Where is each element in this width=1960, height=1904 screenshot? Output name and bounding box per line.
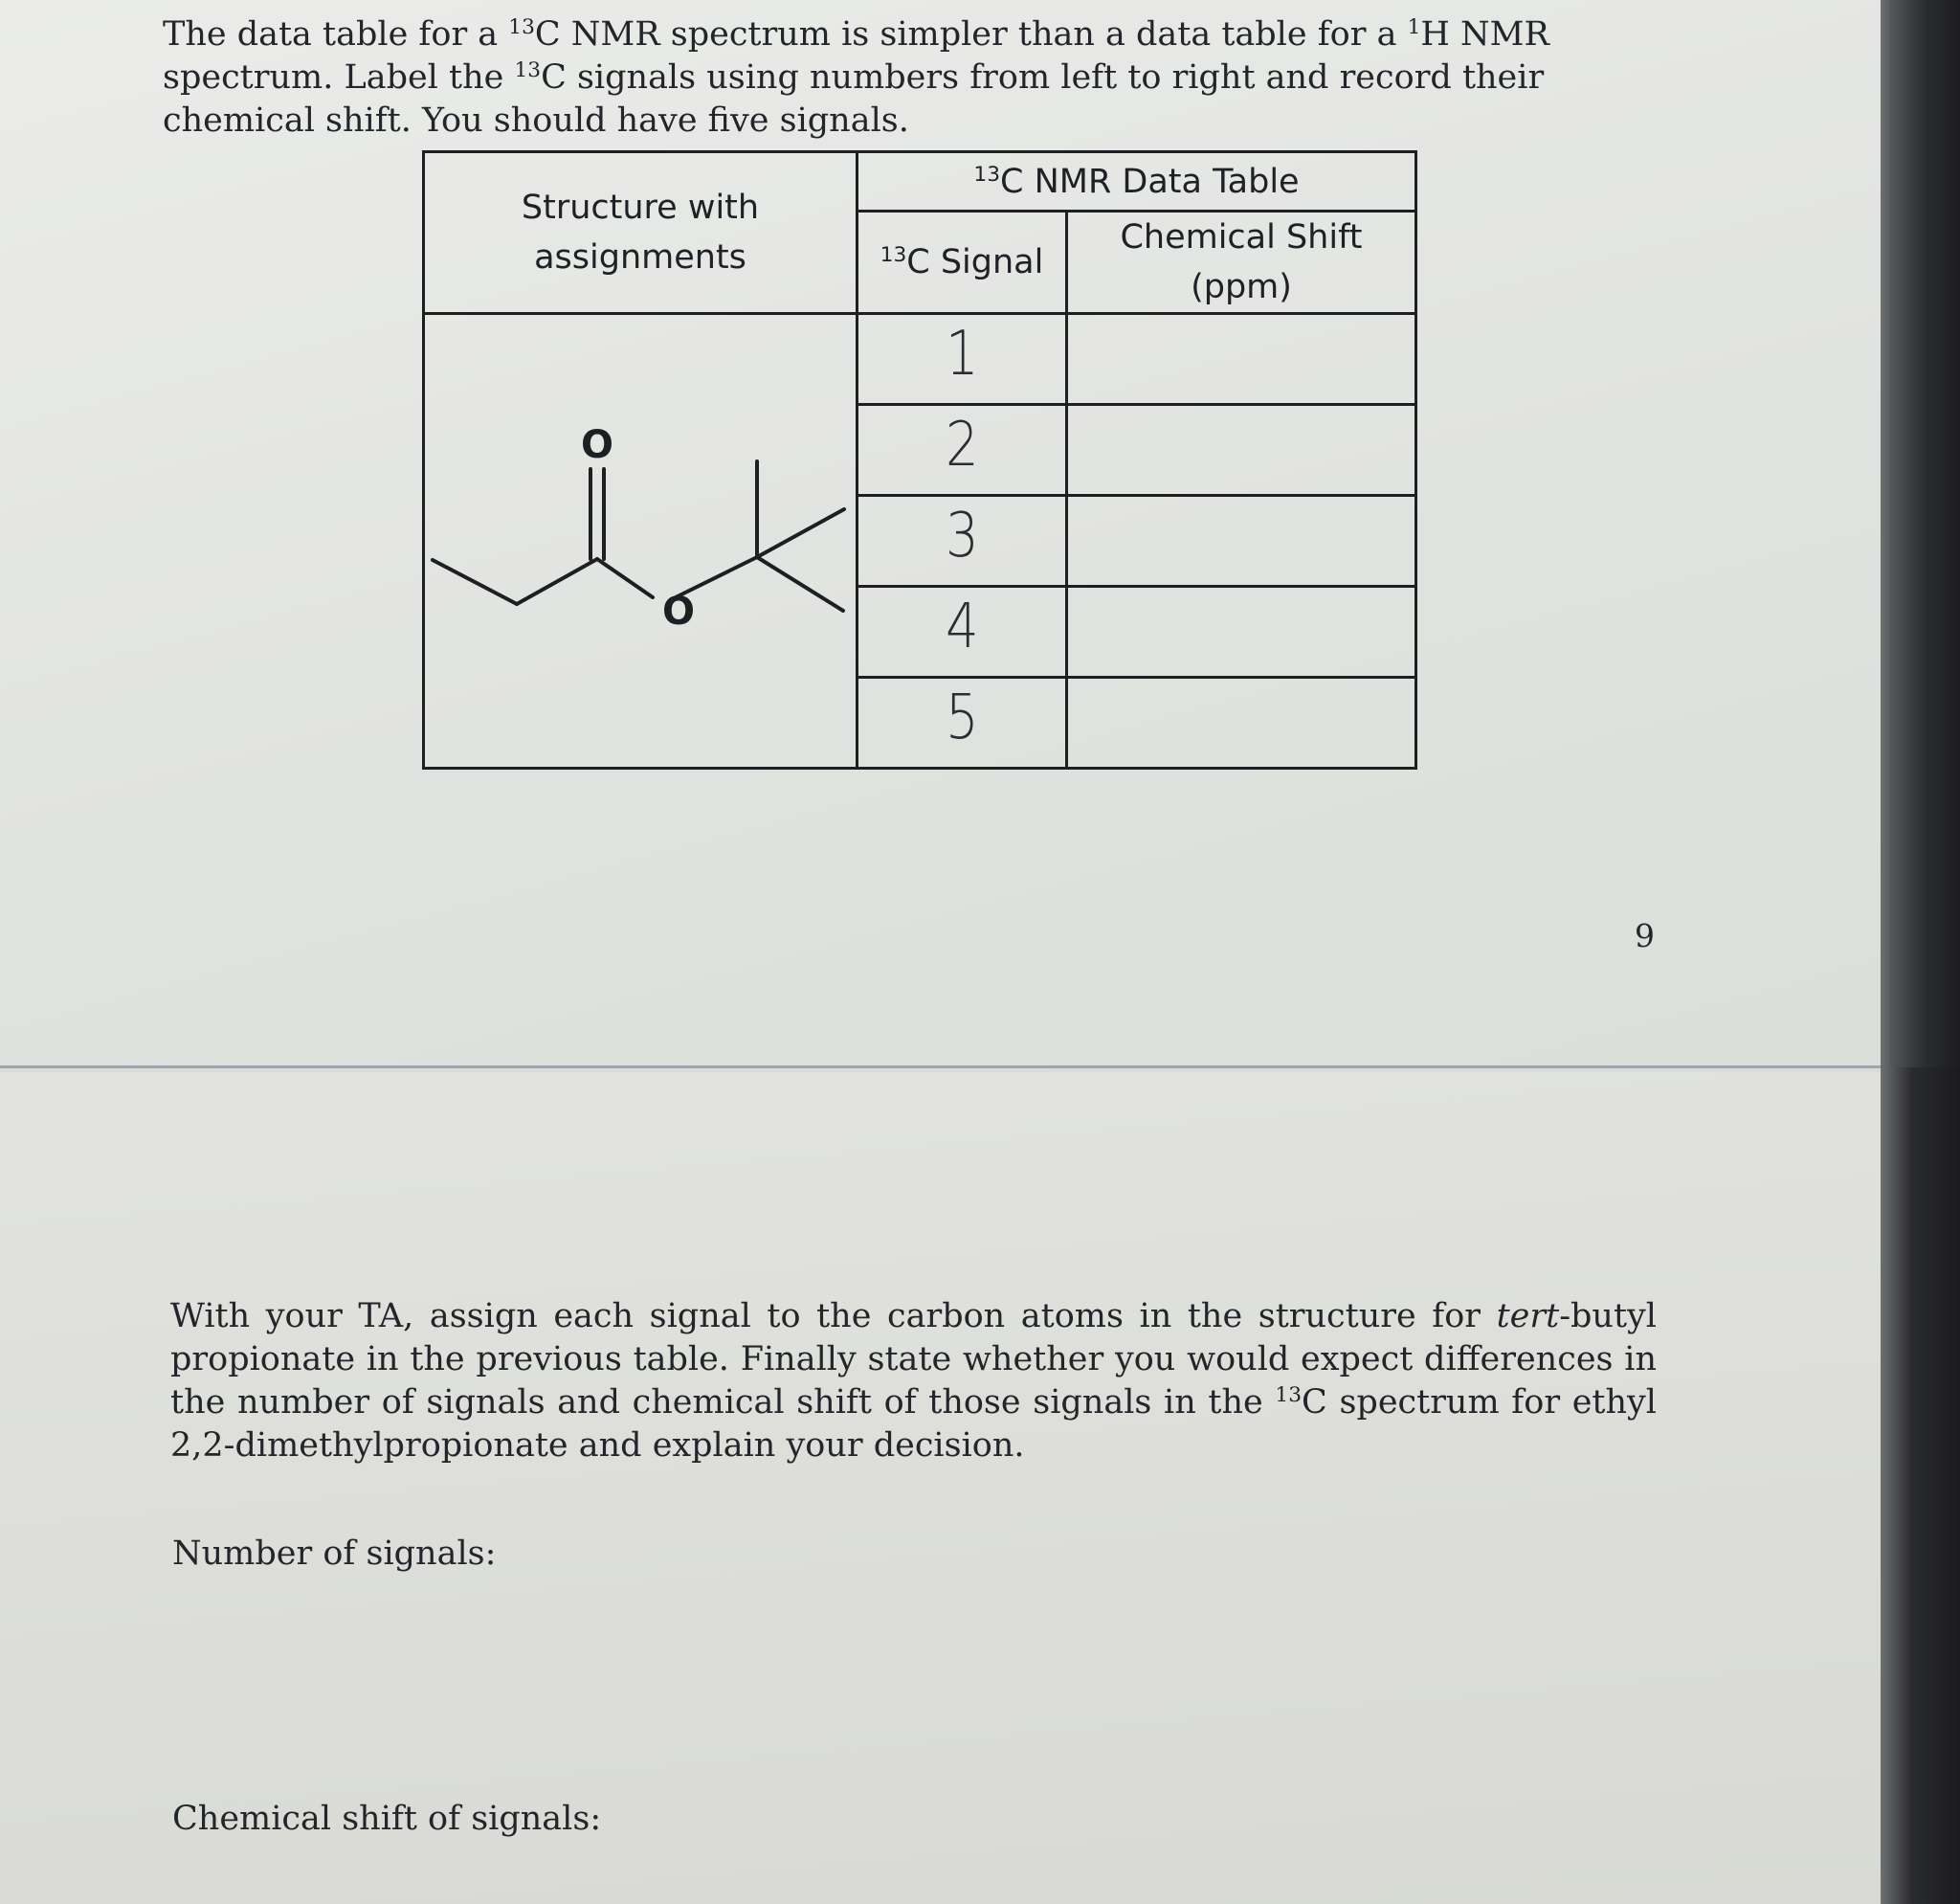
signal-column-header: $^{13}$C Signal <box>858 212 1067 314</box>
shift-cell[interactable] <box>1067 405 1416 496</box>
signal-cell: 4 <box>858 587 1067 678</box>
structure-header-line2: assignments <box>534 238 746 277</box>
signal-cell: 5 <box>858 678 1067 769</box>
page-divider <box>0 1065 1890 1068</box>
shift-cell[interactable] <box>1067 587 1416 678</box>
lower-page <box>0 1072 1881 1904</box>
question-1-text: The data table for a $^{13}$C NMR spectrum is simpler than a data table for a $^1$H NMR spectrum. Label the $^{13}$C signals using numbers from left to right and record their chemical shift. You should have five signals. <box>163 15 1549 140</box>
page-number: 9 <box>1635 917 1655 954</box>
nmr-table-title: $^{13}$C NMR Data Table <box>858 152 1416 212</box>
tert-butyl-propionate-structure <box>425 316 856 766</box>
shift-cell[interactable] <box>1067 678 1416 769</box>
number-of-signals-label: Number of signals: <box>172 1534 497 1573</box>
screen-edge-top <box>1890 0 1960 1067</box>
question-2-text: With your TA, assign each signal to the carbon atoms in the structure for tert-butyl propionate in the previous table. Finally state whether you would expect differences in the number of signals and chemical shift of those signals in the $^{13}$C spectrum for ethyl 2,2-dimethylpropionate and explain your decision. <box>170 1297 1658 1465</box>
shift-cell[interactable] <box>1067 496 1416 587</box>
structure-cell <box>424 314 858 769</box>
structure-header <box>424 152 858 314</box>
signal-cell: 2 <box>858 405 1067 496</box>
nmr-data-table <box>422 150 1417 770</box>
chemical-shift-label: Chemical shift of signals: <box>172 1800 602 1838</box>
carbonyl-oxygen-label: O <box>580 423 614 467</box>
shift-cell[interactable] <box>1067 314 1416 405</box>
signal-cell: 3 <box>858 496 1067 587</box>
shift-column-header: Chemical Shift (ppm) <box>1067 212 1416 314</box>
table-row <box>424 314 1416 405</box>
ester-oxygen-label: O <box>661 590 696 634</box>
structure-header-line1: Structure with <box>521 189 760 227</box>
signal-cell: 1 <box>858 314 1067 405</box>
